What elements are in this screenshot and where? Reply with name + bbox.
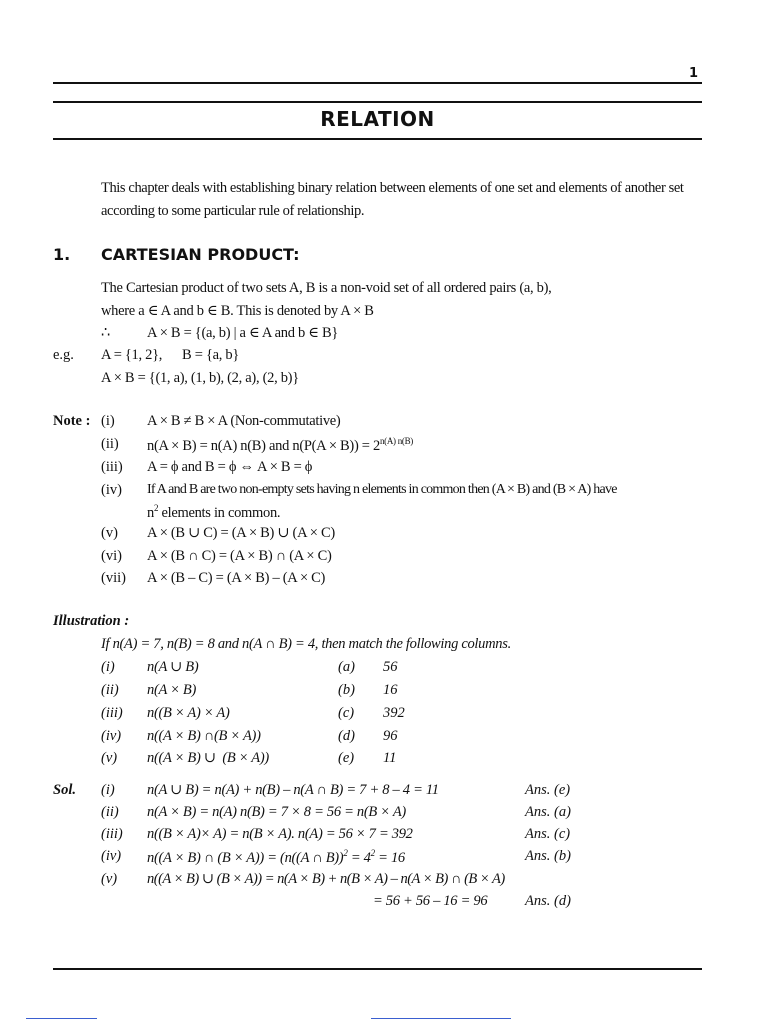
- note-item-text: A = ϕ and B = ϕ ⇔ A × B = ϕ: [147, 459, 313, 475]
- footer-link-underline: [371, 1018, 511, 1019]
- section-number: 1.: [53, 245, 71, 264]
- note-item-text: A × (B – C) = (A × B) – (A × C): [147, 570, 326, 586]
- column-option-value: 392: [383, 705, 405, 721]
- solution-step: n((B × A)× A) = n(B × A). n(A) = 56 × 7 = 392: [147, 826, 413, 842]
- solution-answer: Ans. (e): [525, 782, 571, 798]
- intro-paragraph: This chapter deals with establishing binary relation between elements of one set and elements of another set according to some particular rule of relationship.: [101, 180, 684, 219]
- note-item-text-continued: $n^2$ elements in common.: [147, 503, 281, 521]
- column-option-value: 56: [383, 659, 398, 675]
- column-option-label: (d): [338, 728, 355, 744]
- note-item-number: (vi): [101, 548, 122, 564]
- note-item-text: A × (B ∪ C) = (A × B) ∪ (A × C): [147, 525, 335, 541]
- column-left-expression: n(A ∪ B): [147, 659, 199, 675]
- column-option-value: 11: [383, 750, 397, 766]
- column-option-label: (a): [338, 659, 355, 675]
- example-line: A × B = {(1, a), (1, b), (2, a), (2, b)}: [101, 370, 299, 386]
- section-title: CARTESIAN PRODUCT:: [101, 245, 300, 264]
- definition-formula: A × B = {(a, b) | a ∈ A and b ∈ B}: [147, 325, 339, 341]
- note-item-text: n(A × B) = n(A) n(B) and $n(P(A \times B)) = 2^{n(A) n(B)}$: [147, 436, 413, 454]
- solution-row-number: (v): [101, 871, 118, 887]
- column-row-number: (iv): [101, 728, 122, 744]
- title-rule-bottom: [53, 138, 702, 140]
- note-label: Note :: [53, 413, 91, 429]
- solution-step: n((A × B) ∩ (B × A)) = (n((A ∩ $B))^2 = 4^2 = 16$: [147, 848, 405, 866]
- column-option-label: (b): [338, 682, 355, 698]
- column-option-label: (e): [338, 750, 355, 766]
- footer-link-underline: [26, 1018, 97, 1019]
- note-item-text: A × (B ∩ C) = (A × B) ∩ (A × C): [147, 548, 332, 564]
- solution-step: n(A × B) = n(A) n(B) = 7 × 8 = 56 = n(B × A): [147, 804, 406, 820]
- column-row-number: (ii): [101, 682, 119, 698]
- column-left-expression: n((A × B) ∩(B × A)): [147, 728, 261, 744]
- column-left-expression: n(A × B): [147, 682, 196, 698]
- solution-label: Sol.: [53, 782, 76, 798]
- illustration-question: If n(A) = 7, n(B) = 8 and n(A ∩ B) = 4, then match the following columns.: [101, 636, 511, 652]
- solution-step-continued: = 56 + 56 – 16 = 96: [373, 893, 488, 909]
- note-item-number: (vii): [101, 570, 126, 586]
- solution-row-number: (iii): [101, 826, 123, 842]
- note-item-number: (i): [101, 413, 115, 429]
- column-left-expression: n((A × B) ∪ (B × A)): [147, 750, 269, 766]
- note-item-number: (iv): [101, 482, 122, 498]
- solution-row-number: (i): [101, 782, 115, 798]
- note-item-number: (iii): [101, 459, 123, 475]
- solution-step: n(A ∪ B) = n(A) + n(B) – n(A ∩ B) = 7 + 8 – 4 = 11: [147, 782, 439, 798]
- eg-label: e.g.: [53, 347, 74, 363]
- page-number: 1: [688, 66, 698, 81]
- solution-answer: Ans. (b): [525, 848, 571, 864]
- title-rule-top: [53, 101, 702, 103]
- note-item-number: (ii): [101, 436, 119, 452]
- definition-line: The Cartesian product of two sets A, B is a non-void set of all ordered pairs (a, b),: [101, 280, 552, 296]
- note-item-number: (v): [101, 525, 118, 541]
- footer-rule: [53, 968, 702, 970]
- therefore-symbol: ∴: [101, 325, 110, 341]
- example-line: A = {1, 2}, B = {a, b}: [101, 347, 239, 363]
- column-option-label: (c): [338, 705, 355, 721]
- illustration-label: Illustration :: [53, 613, 130, 629]
- column-row-number: (v): [101, 750, 118, 766]
- header-rule-top: [53, 82, 702, 84]
- solution-row-number: (iv): [101, 848, 122, 864]
- column-option-value: 96: [383, 728, 398, 744]
- column-left-expression: n((B × A) × A): [147, 705, 230, 721]
- definition-line: where a ∈ A and b ∈ B. This is denoted by A × B: [101, 303, 374, 319]
- solution-answer: Ans. (a): [525, 804, 571, 820]
- note-item-text: If A and B are two non-empty sets having n elements in common then (A × B) and (B × A) have: [147, 482, 617, 497]
- column-row-number: (iii): [101, 705, 123, 721]
- column-row-number: (i): [101, 659, 115, 675]
- solution-answer: Ans. (c): [525, 826, 571, 842]
- column-option-value: 16: [383, 682, 398, 698]
- solution-row-number: (ii): [101, 804, 119, 820]
- page-title: RELATION: [320, 107, 435, 131]
- solution-answer: Ans. (d): [525, 893, 571, 909]
- solution-step: n((A × B) ∪ (B × A)) = n(A × B) + n(B × A) – n(A × B) ∩ (B × A): [147, 871, 505, 887]
- note-item-text: A × B ≠ B × A (Non-commutative): [147, 413, 341, 429]
